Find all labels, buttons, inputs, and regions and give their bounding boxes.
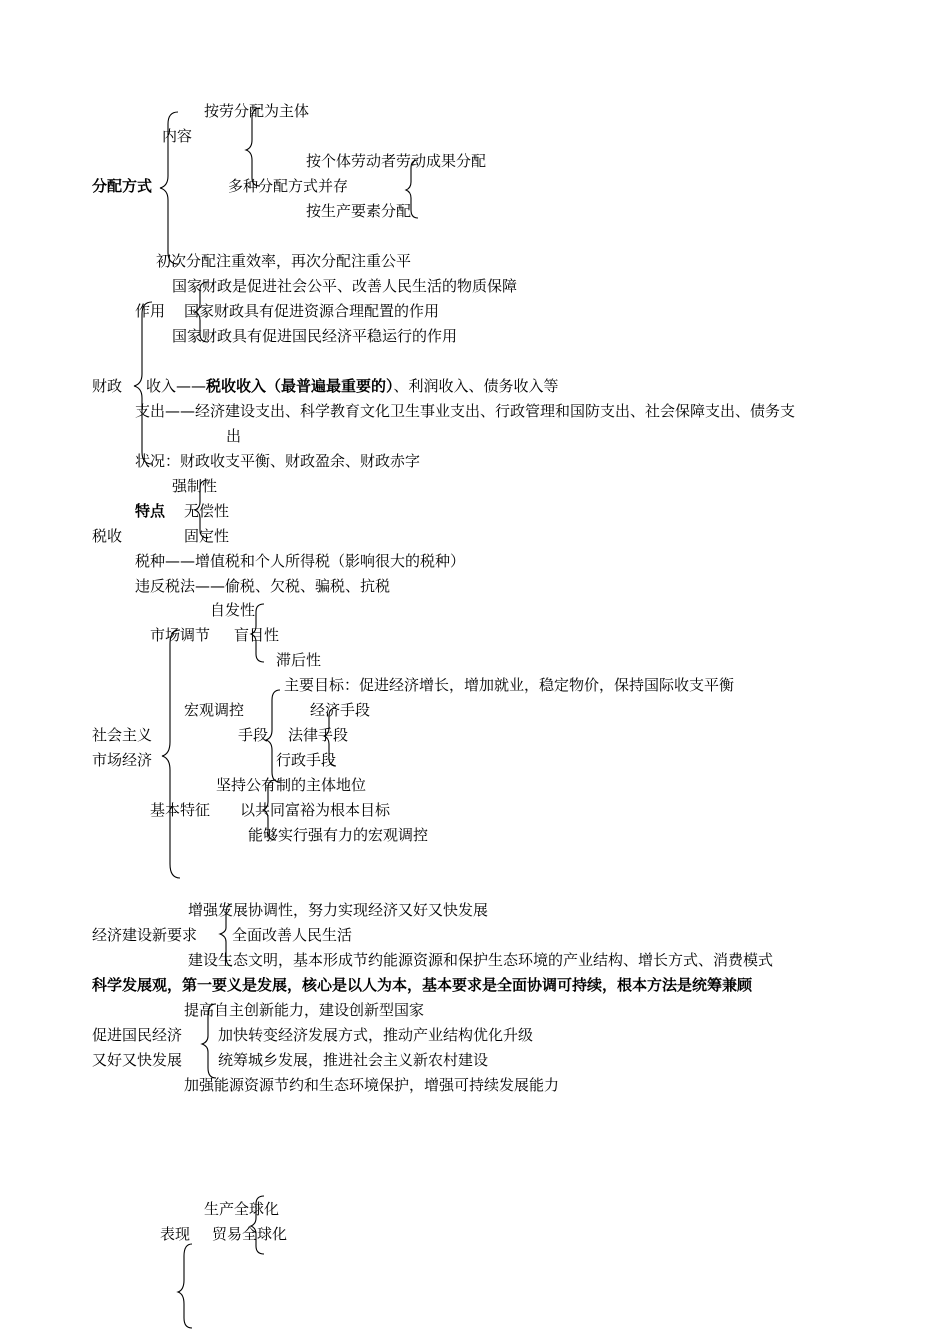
- finance-title: 财政: [92, 377, 123, 395]
- requirements-2: 全面改善人民生活: [232, 926, 353, 944]
- finance-income-bold: 税收收入（最普遍最重要的）: [206, 377, 394, 395]
- market-title-2: 市场经济: [92, 751, 153, 769]
- finance-role-1: 国家财政是促进社会公平、改善人民生活的物质保障: [172, 277, 518, 295]
- market-basic-3: 能够实行强有力的宏观调控: [248, 826, 429, 844]
- tax-feature-2: 无偿性: [184, 502, 230, 520]
- market-regulation-3: 滞后性: [276, 651, 322, 669]
- promotion-4: 加强能源资源节约和生态环境保护，增强可持续发展能力: [184, 1076, 560, 1094]
- brace-globalization-outer: [178, 1244, 192, 1328]
- requirements-title: 经济建设新要求: [92, 926, 198, 944]
- finance-income-prefix: 收入——: [146, 377, 207, 395]
- promotion-1: 提高自主创新能力，建设创新型国家: [184, 1001, 425, 1019]
- distribution-title: 分配方式: [92, 177, 153, 195]
- market-regulation-1: 自发性: [210, 601, 256, 619]
- promotion-title-2: 又好又快发展: [92, 1051, 183, 1069]
- tax-types: 税种——增值税和个人所得税（影响很大的税种）: [135, 552, 466, 570]
- finance-role-2: 国家财政具有促进资源合理配置的作用: [184, 302, 440, 320]
- finance-status: 状况：财政收支平衡、财政盈余、财政赤字: [135, 452, 421, 470]
- market-means-1: 经济手段: [310, 701, 371, 719]
- distribution-principle: 初次分配注重效率，再次分配注重公平: [156, 252, 412, 270]
- market-means-2: 法律手段: [288, 726, 349, 744]
- brace-market: [162, 630, 180, 878]
- market-macro-label: 宏观调控: [184, 701, 245, 719]
- finance-income-suffix: 、利润收入、债务收入等: [393, 377, 559, 395]
- market-regulation-label: 市场调节: [150, 626, 211, 644]
- market-means-label: 手段: [238, 726, 269, 744]
- tax-title: 税收: [92, 527, 123, 545]
- tax-violations: 违反税法——偷税、欠税、骗税、抗税: [135, 577, 391, 595]
- market-basic-1: 坚持公有制的主体地位: [216, 776, 367, 794]
- scientific-outlook: 科学发展观，第一要义是发展，核心是以人为本，基本要求是全面协调可持续，根本方法是统筹兼顾: [92, 976, 753, 994]
- market-regulation-2: 盲目性: [234, 626, 280, 644]
- promotion-2: 加快转变经济发展方式，推动产业结构优化升级: [218, 1026, 534, 1044]
- distribution-factors: 按生产要素分配: [306, 202, 412, 220]
- finance-role-label: 作用: [135, 302, 166, 320]
- tax-feature-3: 固定性: [184, 527, 230, 545]
- distribution-multiple: 多种分配方式并存: [228, 177, 349, 195]
- globalization-label: 表现: [160, 1225, 191, 1243]
- promotion-title-1: 促进国民经济: [92, 1026, 183, 1044]
- market-means-3: 行政手段: [276, 751, 337, 769]
- distribution-labor-main: 按劳分配为主体: [204, 102, 310, 120]
- distribution-content-label: 内容: [162, 127, 193, 145]
- market-title-1: 社会主义: [92, 726, 153, 744]
- promotion-3: 统筹城乡发展，推进社会主义新农村建设: [218, 1051, 489, 1069]
- finance-role-3: 国家财政具有促进国民经济平稳运行的作用: [172, 327, 458, 345]
- market-basic-2: 以共同富裕为根本目标: [240, 801, 391, 819]
- requirements-3: 建设生态文明，基本形成节约能源资源和保护生态环境的产业结构、增长方式、消费模式: [188, 951, 774, 969]
- market-basic-label: 基本特征: [150, 801, 211, 819]
- market-goals: 主要目标：促进经济增长，增加就业，稳定物价，保持国际收支平衡: [284, 676, 735, 694]
- finance-expense-cont: 出: [226, 427, 242, 445]
- distribution-individual: 按个体劳动者劳动成果分配: [306, 152, 487, 170]
- tax-feature-1: 强制性: [172, 477, 218, 495]
- globalization-1: 生产全球化: [204, 1200, 280, 1218]
- globalization-2: 贸易全球化: [212, 1225, 288, 1243]
- requirements-1: 增强发展协调性，努力实现经济又好又快发展: [188, 901, 489, 919]
- tax-feature-label: 特点: [135, 502, 166, 520]
- finance-income: [146, 377, 559, 395]
- finance-expense: 支出——经济建设支出、科学教育文化卫生事业支出、行政管理和国防支出、社会保障支出、债务支: [135, 402, 796, 420]
